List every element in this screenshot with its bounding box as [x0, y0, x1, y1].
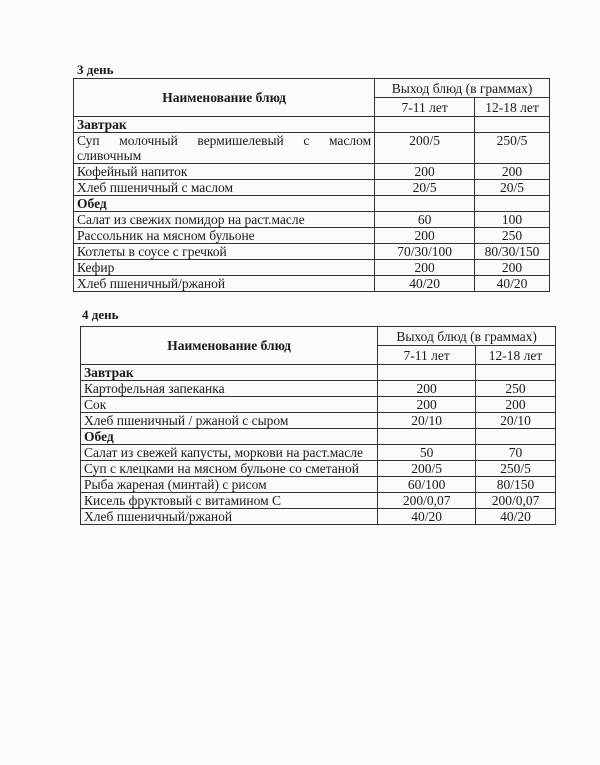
meal-section-label: Обед — [74, 196, 375, 212]
table-row — [81, 381, 556, 397]
table-row — [81, 509, 556, 525]
yield-7-11 — [375, 196, 475, 212]
yield-7-11 — [375, 117, 475, 133]
table-row — [81, 413, 556, 429]
yield-7-11: 200/5 — [375, 133, 475, 164]
column-header-dish-name: Наименование блюд — [74, 79, 375, 117]
yield-12-18: 250 — [475, 228, 550, 244]
table-row — [81, 493, 556, 509]
meal-section-label: Завтрак — [74, 117, 375, 133]
dish-name: Кефир — [74, 260, 375, 276]
section-row — [81, 429, 556, 445]
column-header-yield: Выход блюд (в граммах) — [375, 79, 550, 98]
yield-7-11: 200 — [378, 381, 476, 397]
yield-12-18: 250 — [476, 381, 556, 397]
yield-12-18: 70 — [476, 445, 556, 461]
yield-12-18: 100 — [475, 212, 550, 228]
yield-12-18: 250/5 — [476, 461, 556, 477]
yield-7-11: 50 — [378, 445, 476, 461]
dish-name: Салат из свежих помидор на раст.масле — [74, 212, 375, 228]
column-header-dish-name: Наименование блюд — [81, 327, 378, 365]
dish-name: Хлеб пшеничный/ржаной — [74, 276, 375, 292]
yield-12-18: 20/10 — [476, 413, 556, 429]
table-row — [74, 133, 550, 164]
yield-7-11: 60 — [375, 212, 475, 228]
yield-12-18: 20/5 — [475, 180, 550, 196]
column-header-age-7-11: 7-11 лет — [375, 98, 475, 117]
yield-7-11: 70/30/100 — [375, 244, 475, 260]
table-row — [81, 397, 556, 413]
dish-name: Салат из свежей капусты, моркови на раст.масле — [81, 445, 378, 461]
yield-12-18: 200 — [476, 397, 556, 413]
yield-7-11: 200/5 — [378, 461, 476, 477]
day-4-menu-table — [80, 326, 556, 525]
yield-7-11: 200 — [378, 397, 476, 413]
table-row — [74, 244, 550, 260]
table-row — [74, 180, 550, 196]
yield-7-11: 40/20 — [378, 509, 476, 525]
dish-name: Суп с клецками на мясном бульоне со сметаной — [81, 461, 378, 477]
dish-name: Кисель фруктовый с витамином С — [81, 493, 378, 509]
yield-12-18: 80/30/150 — [475, 244, 550, 260]
table-row — [74, 276, 550, 292]
yield-12-18 — [476, 365, 556, 381]
yield-7-11: 20/5 — [375, 180, 475, 196]
column-header-age-12-18: 12-18 лет — [475, 98, 550, 117]
day-3-menu-table — [73, 78, 550, 292]
yield-12-18: 40/20 — [476, 509, 556, 525]
dish-name: Кофейный напиток — [74, 164, 375, 180]
dish-name: Хлеб пшеничный с маслом — [74, 180, 375, 196]
yield-12-18: 250/5 — [475, 133, 550, 164]
yield-7-11 — [378, 429, 476, 445]
yield-12-18: 200/0,07 — [476, 493, 556, 509]
day-3-title: 3 день — [77, 62, 114, 77]
yield-7-11: 200 — [375, 260, 475, 276]
yield-12-18 — [475, 196, 550, 212]
table-row — [81, 445, 556, 461]
yield-12-18: 200 — [475, 260, 550, 276]
dish-name: Хлеб пшеничный / ржаной с сыром — [81, 413, 378, 429]
yield-12-18 — [475, 117, 550, 133]
yield-7-11 — [378, 365, 476, 381]
meal-section-label: Обед — [81, 429, 378, 445]
day-4-title: 4 день — [82, 307, 119, 322]
meal-section-label: Завтрак — [81, 365, 378, 381]
table-row — [74, 260, 550, 276]
section-row — [74, 196, 550, 212]
column-header-age-12-18: 12-18 лет — [476, 346, 556, 365]
dish-name: Котлеты в соусе с гречкой — [74, 244, 375, 260]
table-row — [74, 164, 550, 180]
dish-name: Сок — [81, 397, 378, 413]
column-header-yield: Выход блюд (в граммах) — [378, 327, 556, 346]
section-row — [74, 117, 550, 133]
dish-name: Суп молочный вермишелевый с маслом сливочным — [74, 133, 375, 164]
table-row — [81, 477, 556, 493]
yield-12-18: 80/150 — [476, 477, 556, 493]
yield-12-18 — [476, 429, 556, 445]
dish-name: Рассольник на мясном бульоне — [74, 228, 375, 244]
yield-7-11: 60/100 — [378, 477, 476, 493]
yield-7-11: 20/10 — [378, 413, 476, 429]
dish-name: Рыба жареная (минтай) с рисом — [81, 477, 378, 493]
dish-name: Картофельная запеканка — [81, 381, 378, 397]
yield-7-11: 200/0,07 — [378, 493, 476, 509]
table-row — [81, 461, 556, 477]
yield-7-11: 40/20 — [375, 276, 475, 292]
yield-12-18: 200 — [475, 164, 550, 180]
yield-7-11: 200 — [375, 164, 475, 180]
table-row — [74, 228, 550, 244]
table-row — [74, 212, 550, 228]
yield-12-18: 40/20 — [475, 276, 550, 292]
dish-name: Хлеб пшеничный/ржаной — [81, 509, 378, 525]
yield-7-11: 200 — [375, 228, 475, 244]
column-header-age-7-11: 7-11 лет — [378, 346, 476, 365]
section-row — [81, 365, 556, 381]
